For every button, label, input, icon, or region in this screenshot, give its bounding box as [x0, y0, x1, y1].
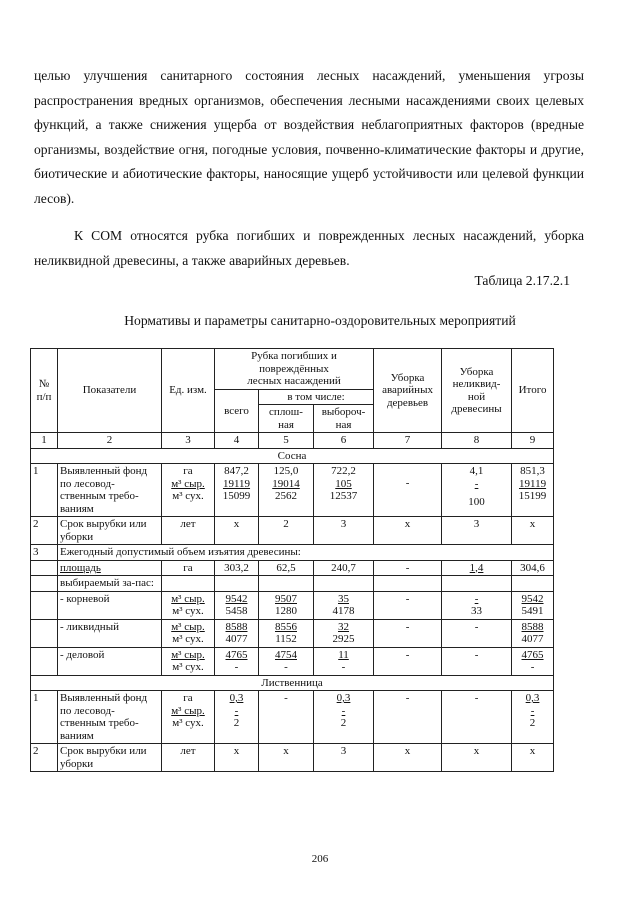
cell-vsego: 303,2	[215, 560, 259, 576]
header-clear: сплош- ная	[259, 405, 314, 433]
header-row-1	[31, 349, 554, 390]
row-num-empty	[31, 576, 58, 592]
page-number: 206	[311, 853, 329, 865]
cell-vsego: 0,3 - 2	[215, 691, 259, 744]
table-row	[31, 691, 554, 744]
col-number: 4	[215, 433, 259, 449]
cell-itogo: 4765 -	[512, 647, 554, 675]
row-label: - деловой	[58, 647, 162, 675]
cell-sploshn: 9507 1280	[259, 591, 314, 619]
table-title: Нормативы и параметры санитарно-оздоровительных мероприятий	[124, 313, 516, 328]
cell-vsego: 9542 5458	[215, 591, 259, 619]
col-number: 7	[374, 433, 442, 449]
row-units: м³ сыр. м³ сух.	[162, 591, 215, 619]
cell-avar: -	[374, 591, 442, 619]
table-row	[31, 591, 554, 619]
row-num-empty	[31, 591, 58, 619]
cell-avar: х	[374, 517, 442, 545]
row-label: Выявленный фонд по лесовод-ственным требо-ваниям	[58, 691, 162, 744]
row-label: - корневой	[58, 591, 162, 619]
paragraph-1: целью улучшения санитарного состояния лесных насаждений, уменьшения угрозы распространения вредных организмов, обеспечения лесными насаждениями своих целевых функций, а также снижения ущерба от воздействия неблагоприятных факторов (вредные организмы, воздействие огня, погодные условия, почвенно-климатические факторы и другие, биотические и абиотические факторы, наносящие ущерб устойчивости или целевой функции лесов).	[34, 68, 584, 206]
row-num: 2	[31, 744, 58, 772]
table-row	[31, 647, 554, 675]
row-label: Срок вырубки или уборки	[58, 744, 162, 772]
cell-itogo: 851,3 19119 15199	[512, 464, 554, 517]
cell-itogo: 9542 5491	[512, 591, 554, 619]
cell-vsego: 8588 4077	[215, 619, 259, 647]
cell-nelikv: 3	[442, 517, 512, 545]
header-including: в том числе:	[259, 389, 374, 405]
table-row	[31, 464, 554, 517]
header-total-all: всего	[215, 389, 259, 433]
row-label: - ликвидный	[58, 619, 162, 647]
header-num: № п/п	[31, 349, 58, 433]
table-row	[31, 619, 554, 647]
cell-avar: -	[374, 647, 442, 675]
col-number: 9	[512, 433, 554, 449]
row-units: га м³ сыр. м³ сух.	[162, 464, 215, 517]
col-number: 1	[31, 433, 58, 449]
cell-vsego: х	[215, 517, 259, 545]
header-unit: Ед. изм.	[162, 349, 215, 433]
cell-avar: -	[374, 464, 442, 517]
cell-nelikv: 1,4	[442, 560, 512, 576]
row-unit: га	[162, 560, 215, 576]
cell-nelikv: -	[442, 647, 512, 675]
table-row	[31, 517, 554, 545]
cell-avar: х	[374, 744, 442, 772]
cell-itogo: х	[512, 744, 554, 772]
row-label: Срок вырубки или уборки	[58, 517, 162, 545]
cell-vyboroch: 3	[314, 517, 374, 545]
cell-avar: -	[374, 560, 442, 576]
header-felling: Рубка погибших и повреждённых лесных насаждений	[215, 349, 374, 390]
cell-avar: -	[374, 691, 442, 744]
row-num: 1	[31, 464, 58, 517]
cell-sploshn: 8556 1152	[259, 619, 314, 647]
cell-sploshn: х	[259, 744, 314, 772]
col-number: 2	[58, 433, 162, 449]
norms-table	[30, 348, 554, 772]
row-label: Ежегодный допустимый объем изъятия древесины:	[58, 545, 554, 561]
table-number: Таблица 2.17.2.1	[474, 273, 570, 288]
row-label: Выявленный фонд по лесовод-ственным требо-ваниям	[58, 464, 162, 517]
table-row	[31, 576, 554, 592]
cell-sploshn: 125,0 19014 2562	[259, 464, 314, 517]
cell-sploshn: 62,5	[259, 560, 314, 576]
cell-vsego: х	[215, 744, 259, 772]
cell-avar: -	[374, 619, 442, 647]
cell-sploshn: 2	[259, 517, 314, 545]
col-number: 5	[259, 433, 314, 449]
header-indicators: Показатели	[58, 349, 162, 433]
row-label: площадь	[58, 560, 162, 576]
cell-vyboroch: 240,7	[314, 560, 374, 576]
cell-itogo: 304,6	[512, 560, 554, 576]
row-units: га м³ сыр. м³ сух.	[162, 691, 215, 744]
row-unit: лет	[162, 744, 215, 772]
header-emergency: Уборка аварийных деревьев	[374, 349, 442, 433]
header-total: Итого	[512, 349, 554, 433]
cell-vsego: 847,2 19119 15099	[215, 464, 259, 517]
cell-vyboroch: 3	[314, 744, 374, 772]
cell-vyboroch: 35 4178	[314, 591, 374, 619]
row-num-empty	[31, 560, 58, 576]
table-row	[31, 545, 554, 561]
cell-itogo: 8588 4077	[512, 619, 554, 647]
section-title: Сосна	[31, 448, 554, 464]
row-unit: лет	[162, 517, 215, 545]
table-row	[31, 744, 554, 772]
table-row	[31, 560, 554, 576]
cell-nelikv: х	[442, 744, 512, 772]
header-selective: выбороч- ная	[314, 405, 374, 433]
row-num-empty	[31, 619, 58, 647]
paragraph-2: К СОМ относятся рубка погибших и поврежденных лесных насаждений, уборка неликвидной древесины, а также аварийных деревьев.	[34, 228, 584, 268]
cell-vyboroch: 722,2 105 12537	[314, 464, 374, 517]
row-units: м³ сыр. м³ сух.	[162, 647, 215, 675]
row-units: м³ сыр. м³ сух.	[162, 619, 215, 647]
row-num-empty	[31, 647, 58, 675]
col-number: 8	[442, 433, 512, 449]
cell-nelikv: 4,1 - 100	[442, 464, 512, 517]
row-label: выбираемый за-пас:	[58, 576, 162, 592]
col-number: 3	[162, 433, 215, 449]
column-numbers-row	[31, 433, 554, 449]
row-num: 2	[31, 517, 58, 545]
cell-vsego: 4765 -	[215, 647, 259, 675]
section-pine	[31, 448, 554, 464]
row-num: 3	[31, 545, 58, 561]
cell-nelikv: -	[442, 691, 512, 744]
row-num: 1	[31, 691, 58, 744]
section-larch	[31, 675, 554, 691]
cell-nelikv: -	[442, 619, 512, 647]
cell-itogo: 0,3 - 2	[512, 691, 554, 744]
cell-itogo: х	[512, 517, 554, 545]
col-number: 6	[314, 433, 374, 449]
header-illiquid: Уборка неликвид- ной древесины	[442, 349, 512, 433]
cell-nelikv: - 33	[442, 591, 512, 619]
cell-vyboroch: 0,3 - 2	[314, 691, 374, 744]
cell-sploshn: 4754 -	[259, 647, 314, 675]
cell-sploshn: -	[259, 691, 314, 744]
cell-vyboroch: 11 -	[314, 647, 374, 675]
section-title: Лиственница	[31, 675, 554, 691]
cell-vyboroch: 32 2925	[314, 619, 374, 647]
